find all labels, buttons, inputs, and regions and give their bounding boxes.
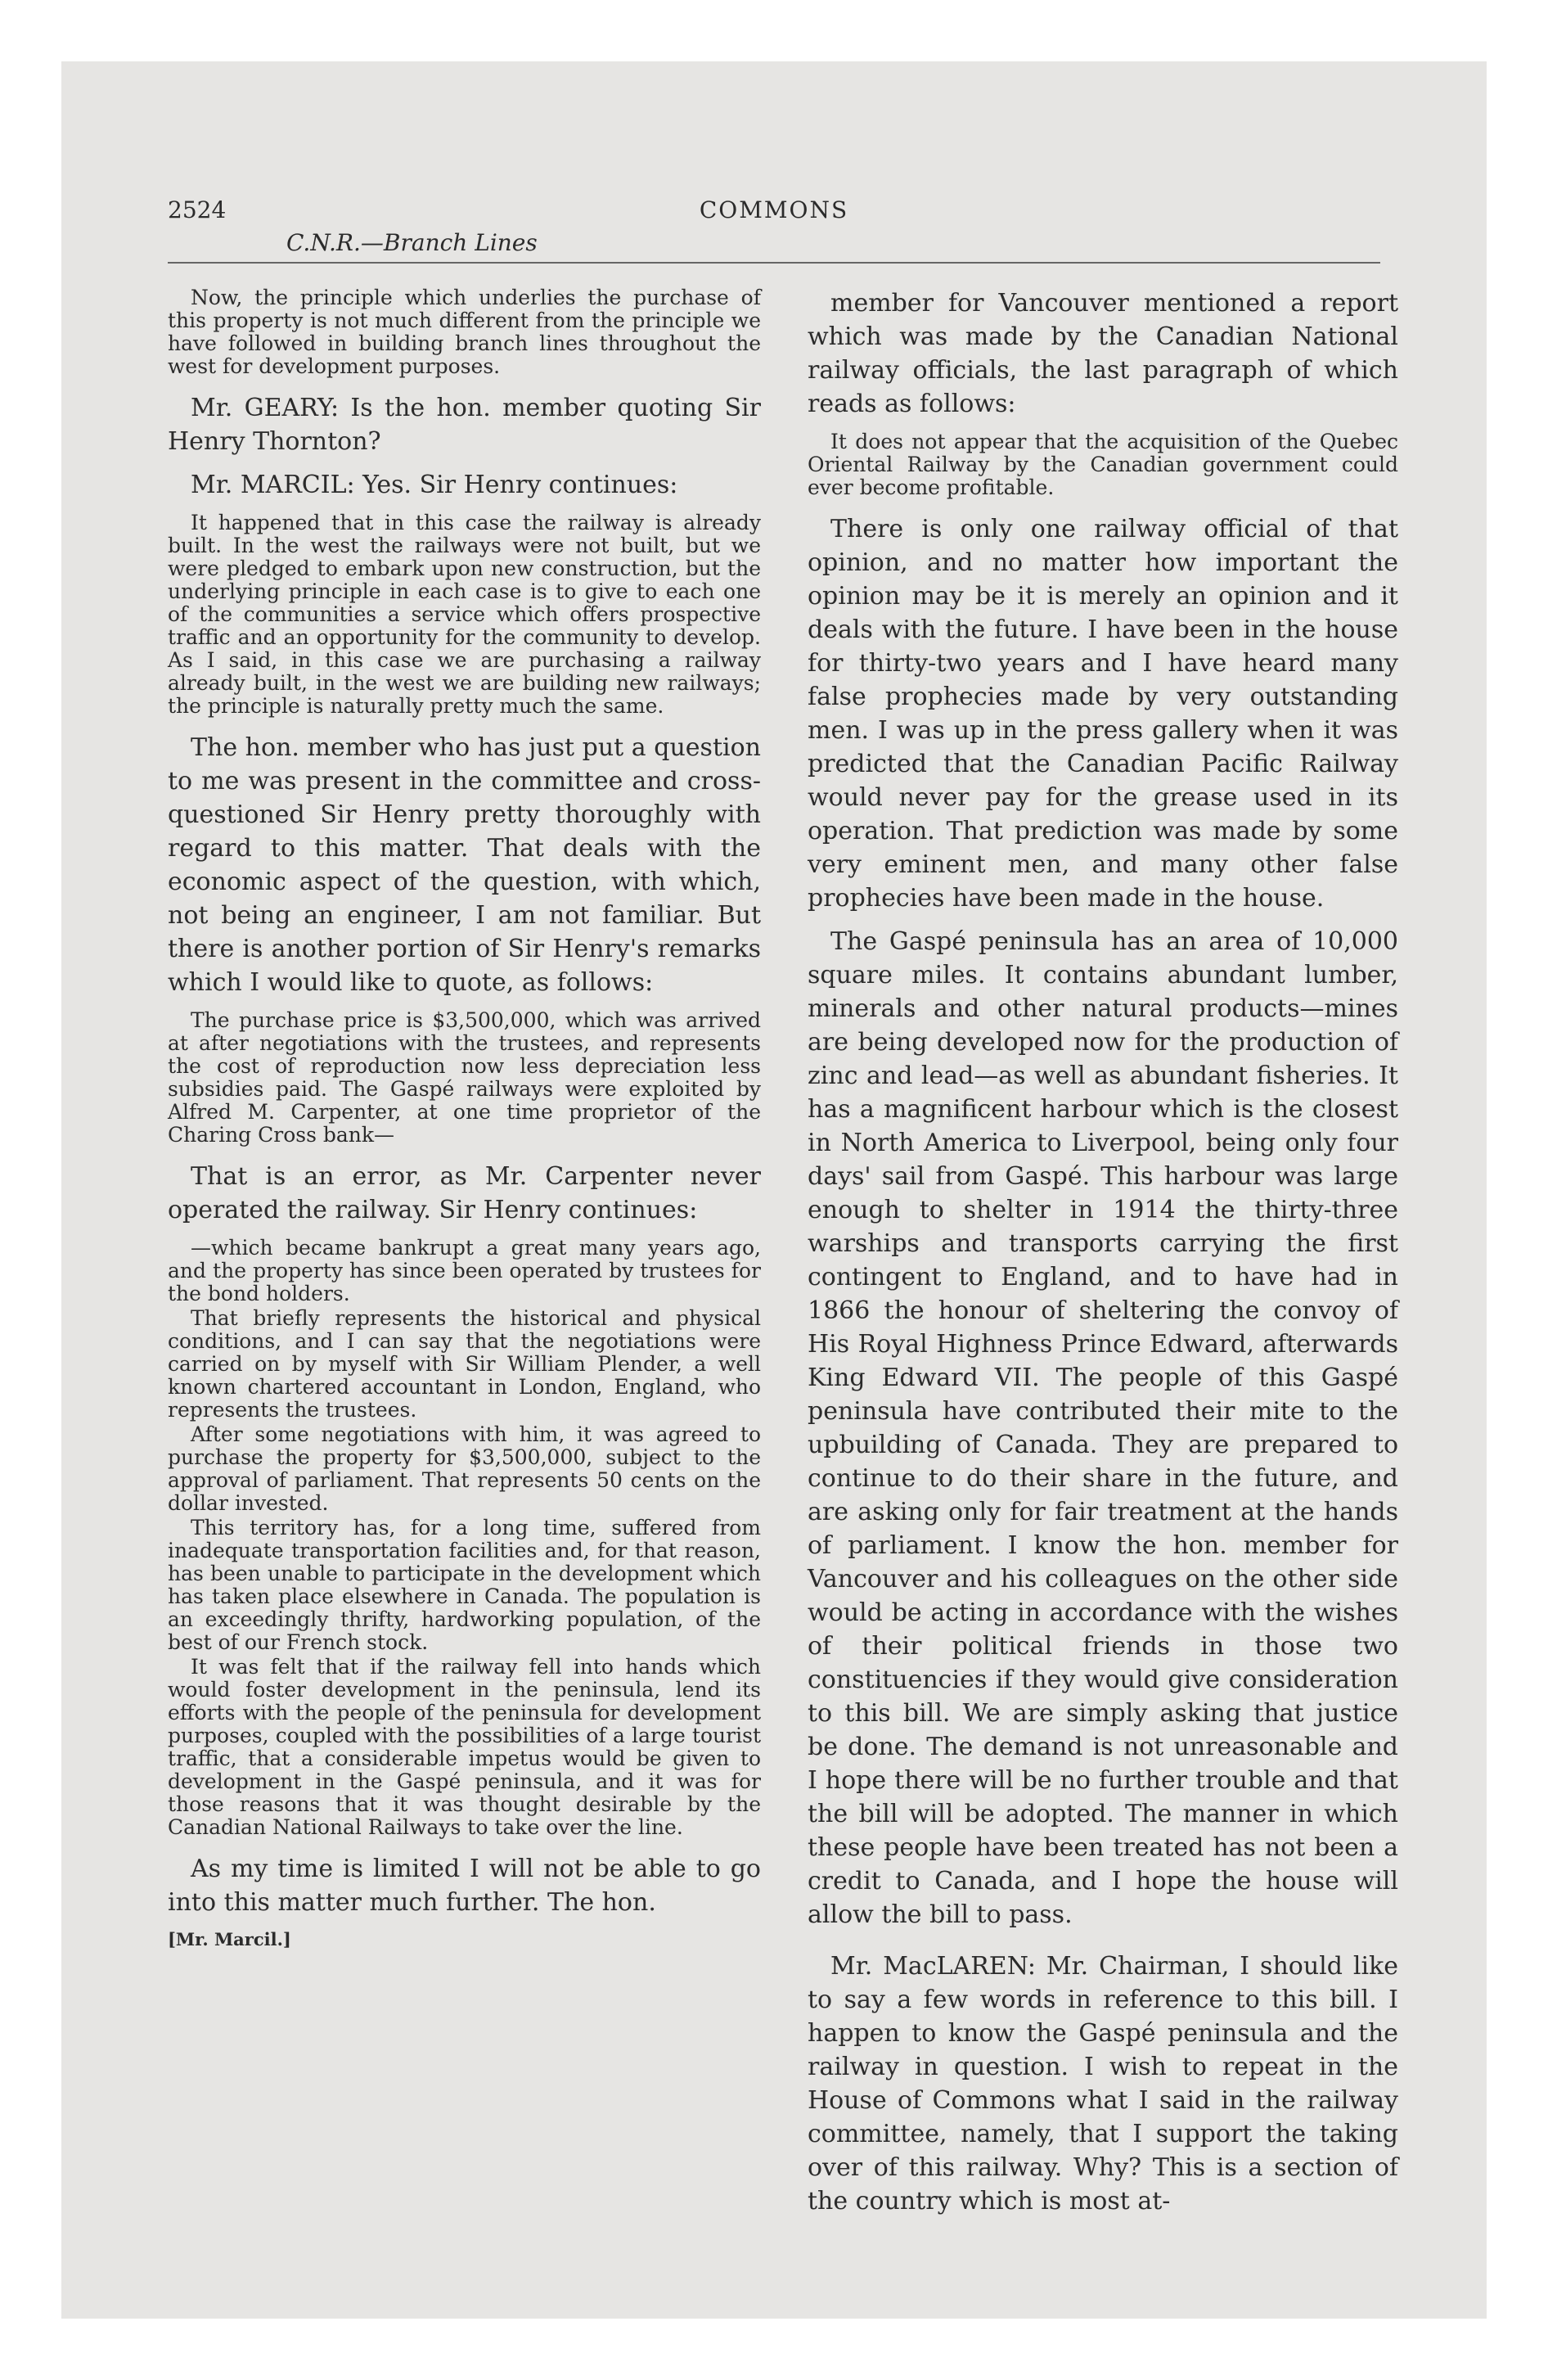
quoted-paragraph: After some negotiations with him, it was agreed to purchase the property for $3,500,000, subject to the approval of parliament. That represents 50 cents on the dollar invested. bbox=[168, 1422, 761, 1515]
quoted-paragraph: That briefly represents the historical and physical conditions, and I can say that the negotiations were carried on by myself with Sir William Plender, a well known chartered accountant in London, England, who represents the trustees. bbox=[168, 1306, 761, 1422]
paragraph: There is only one railway official of that opinion, and no matter how important the opinion may be it is merely an opinion and it deals with the future. I have been in the house for thirty-two years and I have heard many false prophecies made by very outstanding men. I was up in the press gallery when it was predicted that the Canadian Pacific Railway would never pay for the grease used in its operation. That prediction was made by some very eminent men, and many other false prophecies have been made in the house. bbox=[808, 515, 1398, 913]
paragraph: The hon. member who has just put a question to me was present in the committee and cross-questioned Sir Henry pretty thoroughly with regard to this matter. That deals with the economic aspect of the question, with which, not being an engineer, I am not familiar. But there is another portion of Sir Henry's remarks which I would like to quote, as follows: bbox=[168, 733, 761, 997]
quoted-paragraph: The purchase price is $3,500,000, which was arrived at after negotiations with the trustees, and represents the cost of reproduction now less depreciation less subsidies paid. The Gaspé railways were exploited by Alfred M. Carpenter, at one time proprietor of the Charing Cross bank— bbox=[168, 1008, 761, 1147]
page-header bbox=[168, 139, 1380, 254]
quoted-paragraph: This territory has, for a long time, suffered from inadequate transportation facilities and, for that reason, has been unable to participate in the development which has taken place elsewhere in Canada. The population is an exceedingly thrifty, hardworking population, of the best of our French stock. bbox=[168, 1516, 761, 1654]
paragraph: Now, the principle which underlies the purchase of this property is not much different from the principle we have followed in building branch lines throughout the west for development purposes. bbox=[168, 286, 761, 378]
speaker-signature: [Mr. Marcil.] bbox=[168, 1929, 291, 1950]
right-column bbox=[808, 286, 1398, 2228]
paragraph: Mr. MacLAREN: Mr. Chairman, I should like to say a few words in reference to this bill. I happen to know the Gaspé peninsula and the railway in question. I wish to repeat in the House of Commons what I said in the railway committee, namely, that I support the taking over of this railway. Why? This is a section of the country which is most at- bbox=[808, 1952, 1398, 2215]
quoted-paragraph: It does not appear that the acquisition of the Quebec Oriental Railway by the Canadian government could ever become profitable. bbox=[808, 430, 1398, 499]
paragraph: That is an error, as Mr. Carpenter never operated the railway. Sir Henry continues: bbox=[168, 1162, 761, 1224]
section-title: COMMONS bbox=[699, 196, 849, 223]
quoted-paragraph: It was felt that if the railway fell into hands which would foster development in the peninsula, lend its efforts with the people of the peninsula for development purposes, coupled with the possibilities of a large tourist traffic, that a considerable impetus would be given to development in the Gaspé peninsula, and it was for those reasons that it was thought desirable by the Canadian National Railways to take over the line. bbox=[168, 1655, 761, 1839]
page-number: 2524 bbox=[168, 196, 227, 223]
running-head: C.N.R.—Branch Lines bbox=[286, 229, 538, 256]
paragraph: The Gaspé peninsula has an area of 10,000 square miles. It contains abundant lumber, minerals and other natural products—mines are being developed now for the production of zinc and lead—as well as abundant fisheries. It has a magnificent harbour which is the closest in North America to Liverpool, being only four days' sail from Gaspé. This harbour was large enough to shelter in 1914 the thirty-three warships and transports carrying the first contingent to England, and to have had in 1866 the honour of sheltering the convoy of His Royal Highness Prince Edward, afterwards King Edward VII. The people of this Gaspé peninsula have contributed their mite to the upbuilding of Canada. They are prepared to continue to do their share in the future, and are asking only for fair treatment at the hands of parliament. I know the hon. member for Vancouver and his colleagues on the other side would be acting in accordance with the wishes of their political friends in those two constituencies if they would give consideration to this bill. We are simply asking that justice be done. The demand is not unreasonable and I hope there will be no further trouble and that the bill will be adopted. The manner in which these people have been treated has not been a credit to Canada, and I hope the house will allow the bill to pass. bbox=[808, 927, 1398, 1929]
paragraph: Mr. GEARY: Is the hon. member quoting Sir Henry Thornton? bbox=[168, 394, 761, 456]
paragraph: member for Vancouver mentioned a report which was made by the Canadian National railway officials, the last paragraph of which reads as follows: bbox=[808, 289, 1398, 418]
header-rule bbox=[168, 262, 1380, 264]
paragraph: As my time is limited I will not be able to go into this matter much further. The hon. bbox=[168, 1855, 761, 1917]
left-column bbox=[168, 286, 761, 1950]
quoted-paragraph: —which became bankrupt a great many years ago, and the property has since been operated by trustees for the bond holders. bbox=[168, 1236, 761, 1305]
quoted-paragraph: It happened that in this case the railway is already built. In the west the railways were not built, but we were pledged to embark upon new construction, but the underlying principle in each case is to give to each one of the communities a service which offers prospective traffic and an opportunity for the community to develop. As I said, in this case we are purchasing a railway already built, in the west we are building new railways; the principle is naturally pretty much the same. bbox=[168, 511, 761, 718]
document-page bbox=[61, 61, 1487, 2319]
paragraph: Mr. MARCIL: Yes. Sir Henry continues: bbox=[191, 471, 678, 499]
